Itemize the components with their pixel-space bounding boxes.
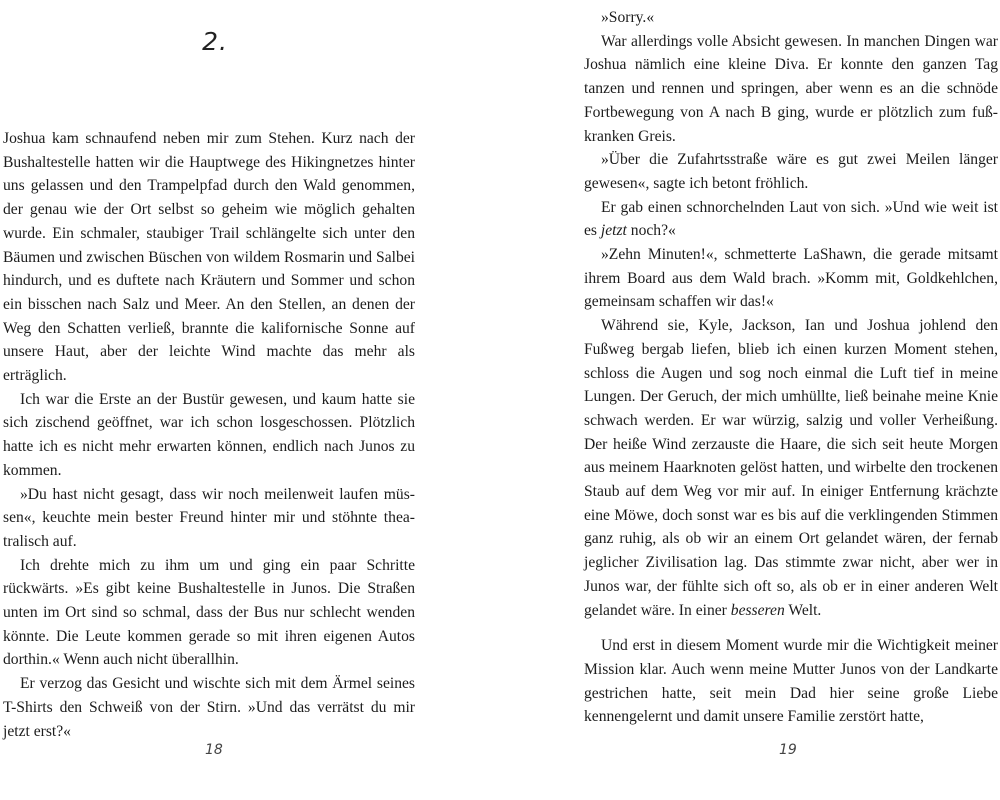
paragraph xyxy=(3,554,415,673)
left-page-text xyxy=(3,127,415,743)
paragraph xyxy=(584,6,998,30)
chapter-number: 2. xyxy=(202,27,228,56)
paragraph-text: noch?« xyxy=(626,222,676,240)
emphasized-text: jetzt xyxy=(600,222,627,240)
paragraph xyxy=(3,483,415,554)
paragraph-text: Ich war die Erste an der Bustür gewesen, und kaum hatte sie sich zischend geöffnet, war ich schon losgeschossen. Plötzlich hatte ich es nicht mehr erwarten können, endlich nach Junos zu kommen. xyxy=(3,390,415,479)
paragraph xyxy=(3,672,415,743)
paragraph xyxy=(584,148,998,195)
paragraph-text: Er verzog das Gesicht und wischte sich mit dem Ärmel seines T-Shirts den Schweiß von der Stirn. »Und das verrätst du mir jetzt erst?« xyxy=(3,675,415,740)
page-number-left: 18 xyxy=(205,742,223,758)
paragraph xyxy=(3,388,415,483)
paragraph xyxy=(3,127,415,388)
paragraph-text: War allerdings volle Absicht gewesen. In manchen Dingen war Joshua nämlich eine kleine Diva. Er konnte den ganzen Tag tanzen und rennen und springen, aber wenn es an die schnöde Fortbewegung von A nach B ging, wurde er plötzlich zum fußkranken Greis. xyxy=(584,32,998,145)
paragraph-text: »Sorry.« xyxy=(601,9,655,26)
paragraph-text: Und erst in diesem Moment wurde mir die Wichtigkeit meiner Mission klar. Auch wenn meine Mutter Junos von der Landkarte gestrichen hatte, seit mein Dad hier seine große Liebe kennengelernt und damit unsere Familie zerstört hatte, xyxy=(584,637,998,726)
paragraph xyxy=(584,314,998,622)
paragraph-text: Während sie, Kyle, Jackson, Ian und Joshua johlend den Fußweg bergab liefen, blieb ich einen kurzen Moment stehen, schloss die Augen und sog noch einmal die Luft tief in meine Lungen. Der Geruch, der mich umhüllte, ließ beinahe meine Knie schwach werden. Er war würzig, salzig und voller Verheißung. Der heiße Wind zerzauste die Haare, die sich seit heute Morgen aus meinem Haarknoten gelöst hatten, und wirbelte den trockenen Staub auf dem Weg vor mir auf. In einiger Entfernung krächzte eine Möwe, doch sonst war es bis auf die verklingenden Stimmen ganz ruhig, als ob wir an einem Ort gelandet wären, der fernab jeglicher Zivilisation lag. Das stimmte zwar nicht, aber wer in Junos war, der fühlte sich oft so, als ob er in einer anderen Welt gelandet wäre. In einer xyxy=(584,317,998,619)
right-page-text xyxy=(584,6,998,729)
paragraph xyxy=(584,243,998,314)
paragraph-text: Joshua kam schnaufend neben mir zum Stehen. Kurz nach der Bushaltestelle hatten wir die Hauptwege des Hikingnetzes hinter uns gelassen und den Trampelpfad durch den Wald genommen, der genau wie der Ort selbst so geheim wie möglich gehalten wurde. Ein schmaler, staubiger Trail schlängelte sich unter den Bäumen und zwischen Büschen von wildem Rosmarin und Salbei hindurch, und es duftete nach Kräutern und Sommer und schon ein bisschen nach Salz und Meer. An den Stellen, an denen der Weg den Schatten verließ, brannte die kalifornische Sonne auf unsere Haut, aber der leichte Wind machte das mehr als erträglich. xyxy=(3,130,415,385)
paragraph xyxy=(584,30,998,149)
paragraph xyxy=(584,196,998,243)
right-page xyxy=(584,0,998,800)
paragraph-text: »Du hast nicht gesagt, dass wir noch meilenweit laufen müssen«, keuchte mein bester Freund hinter mir und stöhnte theatralisch auf. xyxy=(3,485,415,550)
paragraph-text: »Über die Zufahrtsstraße wäre es gut zwei Meilen länger gewesen«, sagte ich betont fröhlich. xyxy=(584,151,998,192)
emphasized-text: besseren xyxy=(730,601,785,619)
page-number-right: 19 xyxy=(779,742,797,758)
paragraph-text: Er gab einen schnorchelnden Laut von sich. »Und wie weit ist es xyxy=(584,198,998,240)
left-page xyxy=(0,0,415,800)
paragraph-text: Ich drehte mich zu ihm um und ging ein paar Schritte rückwärts. »Es gibt keine Bushaltestelle in Junos. Die Straßen unten im Ort sind so schmal, dass der Bus nur schlecht wenden könnte. Die Leute kommen gerade so mit ihren eigenen Autos dorthin.« Wenn auch nicht überallhin. xyxy=(3,556,415,669)
paragraph xyxy=(584,634,998,729)
paragraph-text: Welt. xyxy=(784,601,822,619)
paragraph-text: »Zehn Minuten!«, schmetterte LaShawn, die gerade mitsamt ihrem Board aus dem Wald brach. »Komm mit, Goldkehlchen, gemeinsam schaffen wir das!« xyxy=(584,246,998,311)
